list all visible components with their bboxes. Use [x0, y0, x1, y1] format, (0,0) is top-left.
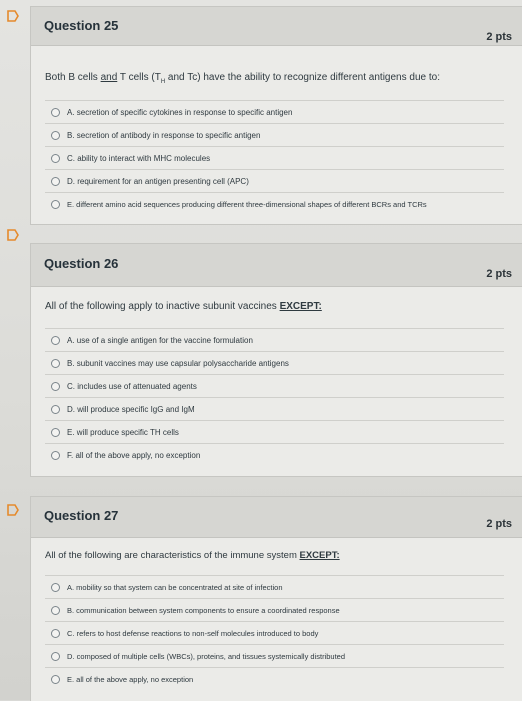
- question-header: [31, 244, 522, 287]
- answer-label: F. all of the above apply, no exception: [67, 450, 201, 460]
- radio-icon[interactable]: [51, 583, 60, 592]
- question-prompt: All of the following are characteristics of the immune system EXCEPT:: [45, 550, 340, 561]
- question-header: [31, 7, 522, 46]
- radio-icon[interactable]: [51, 675, 60, 684]
- radio-icon[interactable]: [51, 606, 60, 615]
- answer-option[interactable]: [45, 598, 504, 621]
- answer-label: C. refers to host defense reactions to non-self molecules introduced to body: [67, 628, 319, 638]
- answer-option[interactable]: [45, 420, 504, 443]
- answer-label: B. secretion of antibody in response to specific antigen: [67, 130, 261, 140]
- answer-option[interactable]: [45, 374, 504, 397]
- radio-icon[interactable]: [51, 359, 60, 368]
- answer-label: B. communication between system components to ensure a coordinated response: [67, 605, 340, 615]
- question-points: 2 pts: [486, 268, 512, 280]
- answer-option[interactable]: [45, 351, 504, 374]
- radio-icon[interactable]: [51, 382, 60, 391]
- answer-label: D. composed of multiple cells (WBCs), proteins, and tissues systemically distributed: [67, 651, 346, 661]
- question-title: Question 27: [44, 508, 119, 523]
- answer-label: C. includes use of attenuated agents: [67, 381, 197, 391]
- answer-label: E. different amino acid sequences producing different three-dimensional shapes of different BCRs and TCRs: [67, 199, 427, 209]
- answer-label: C. ability to interact with MHC molecules: [67, 153, 211, 163]
- answer-option[interactable]: [45, 621, 504, 644]
- answer-option[interactable]: [45, 644, 504, 667]
- question-25: [30, 6, 522, 225]
- question-prompt: All of the following apply to inactive subunit vaccines EXCEPT:: [45, 301, 322, 312]
- question-body: [31, 46, 522, 215]
- flag-question-27-icon[interactable]: [6, 503, 20, 517]
- answer-label: B. subunit vaccines may use capsular polysaccharide antigens: [67, 358, 289, 368]
- answer-option[interactable]: [45, 123, 504, 146]
- question-body: [31, 287, 522, 466]
- answer-option[interactable]: [45, 146, 504, 169]
- question-body: [31, 538, 522, 690]
- answer-label: E. will produce specific TH cells: [67, 427, 179, 437]
- answer-label: A. use of a single antigen for the vaccine formulation: [67, 335, 253, 345]
- radio-icon[interactable]: [51, 405, 60, 414]
- question-header: [31, 497, 522, 538]
- answer-label: A. mobility so that system can be concentrated at site of infection: [67, 582, 283, 592]
- question-prompt: Both B cells and T cells ($T_H$ and Tc) have the ability to recognize different antigens due to:: [45, 72, 440, 85]
- radio-icon[interactable]: [51, 652, 60, 661]
- answer-option[interactable]: [45, 169, 504, 192]
- answer-label: A. secretion of specific cytokines in response to specific antigen: [67, 107, 293, 117]
- radio-icon[interactable]: [51, 154, 60, 163]
- radio-icon[interactable]: [51, 131, 60, 140]
- answer-option[interactable]: [45, 192, 504, 215]
- answer-label: D. will produce specific IgG and IgM: [67, 404, 195, 414]
- answer-option[interactable]: [45, 397, 504, 420]
- flag-question-26-icon[interactable]: [6, 228, 20, 242]
- answer-option[interactable]: [45, 443, 504, 466]
- radio-icon[interactable]: [51, 451, 60, 460]
- question-points: 2 pts: [486, 31, 512, 43]
- answer-label: E. all of the above apply, no exception: [67, 674, 194, 684]
- flag-question-25-icon[interactable]: [6, 9, 20, 23]
- radio-icon[interactable]: [51, 200, 60, 209]
- answer-option[interactable]: [45, 667, 504, 690]
- question-title: Question 26: [44, 256, 119, 271]
- answer-option[interactable]: [45, 100, 504, 123]
- answer-option[interactable]: [45, 328, 504, 351]
- radio-icon[interactable]: [51, 108, 60, 117]
- question-points: 2 pts: [486, 518, 512, 530]
- radio-icon[interactable]: [51, 428, 60, 437]
- question-26: [30, 243, 522, 477]
- radio-icon[interactable]: [51, 177, 60, 186]
- answer-list: [45, 100, 522, 215]
- question-title: Question 25: [44, 18, 119, 33]
- radio-icon[interactable]: [51, 336, 60, 345]
- answer-list: [45, 575, 522, 690]
- question-27: [30, 496, 522, 701]
- answer-option[interactable]: [45, 575, 504, 598]
- radio-icon[interactable]: [51, 629, 60, 638]
- answer-list: [45, 328, 522, 466]
- answer-label: D. requirement for an antigen presenting cell (APC): [67, 176, 249, 186]
